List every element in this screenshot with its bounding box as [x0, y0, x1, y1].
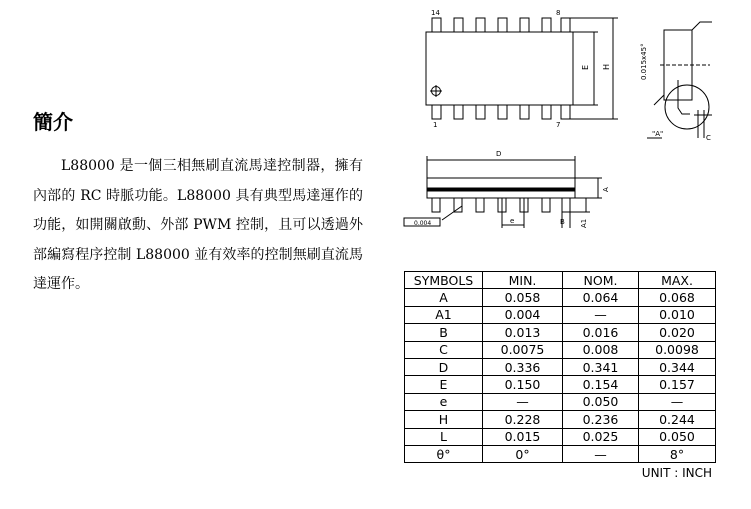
- header-symbols: SYMBOLS: [405, 272, 483, 289]
- package-side-view: [632, 10, 732, 145]
- table-row: [405, 376, 716, 393]
- dim-d-label: D: [496, 150, 502, 158]
- max-cell: 0.344: [639, 358, 716, 375]
- max-cell: —: [639, 393, 716, 410]
- table-row: [405, 324, 716, 341]
- table-row: [405, 411, 716, 428]
- nom-cell: 0.064: [563, 289, 639, 306]
- max-cell: 0.157: [639, 376, 716, 393]
- min-cell: 0.004: [483, 306, 563, 323]
- pin-14-label: 14: [431, 9, 440, 17]
- table-row: [405, 393, 716, 410]
- header-min: MIN.: [483, 272, 563, 289]
- nom-cell: 0.008: [563, 341, 639, 358]
- header-nom: NOM.: [563, 272, 639, 289]
- symbol-cell: B: [405, 324, 483, 341]
- chamfer-label: 0.015x45°: [640, 43, 648, 80]
- nom-cell: —: [563, 445, 639, 462]
- section-title: 簡介: [33, 110, 73, 134]
- nom-cell: 0.154: [563, 376, 639, 393]
- min-cell: 0.150: [483, 376, 563, 393]
- symbol-cell: E: [405, 376, 483, 393]
- table-row: [405, 358, 716, 375]
- symbol-cell: A: [405, 289, 483, 306]
- dim-c-label: C: [706, 134, 711, 142]
- min-cell: —: [483, 393, 563, 410]
- symbol-cell: D: [405, 358, 483, 375]
- max-cell: 8°: [639, 445, 716, 462]
- max-cell: 0.0098: [639, 341, 716, 358]
- dim-a1-label: A1: [580, 218, 588, 228]
- max-cell: 0.244: [639, 411, 716, 428]
- symbol-cell: L: [405, 428, 483, 445]
- nom-cell: 0.236: [563, 411, 639, 428]
- nom-cell: 0.341: [563, 358, 639, 375]
- nom-cell: 0.016: [563, 324, 639, 341]
- min-cell: 0.013: [483, 324, 563, 341]
- min-cell: 0°: [483, 445, 563, 462]
- dim-pitch-label: e: [510, 217, 515, 225]
- pin-7-label: 7: [556, 121, 561, 128]
- table-row: [405, 289, 716, 306]
- table-row: [405, 445, 716, 462]
- pin-8-label: 8: [556, 9, 561, 17]
- pin-1-label: 1: [433, 121, 438, 128]
- max-cell: 0.020: [639, 324, 716, 341]
- header-max: MAX.: [639, 272, 716, 289]
- table-header-row: [405, 272, 716, 289]
- dimension-table: [404, 271, 716, 463]
- max-cell: 0.068: [639, 289, 716, 306]
- dim-e-label: E: [581, 64, 590, 70]
- max-cell: 0.050: [639, 428, 716, 445]
- symbol-cell: H: [405, 411, 483, 428]
- max-cell: 0.010: [639, 306, 716, 323]
- min-cell: 0.336: [483, 358, 563, 375]
- package-front-view: [402, 148, 622, 233]
- nom-cell: —: [563, 306, 639, 323]
- table-row: [405, 341, 716, 358]
- detail-a-label: "A": [652, 130, 664, 138]
- package-top-view: [404, 6, 634, 128]
- min-cell: 0.058: [483, 289, 563, 306]
- dim-b-label: B: [560, 218, 565, 226]
- nom-cell: 0.025: [563, 428, 639, 445]
- unit-label: UNIT : INCH: [641, 466, 712, 480]
- min-cell: 0.0075: [483, 341, 563, 358]
- min-cell: 0.228: [483, 411, 563, 428]
- dim-h-label: H: [602, 63, 611, 70]
- symbol-cell: C: [405, 341, 483, 358]
- symbol-cell: θ°: [405, 445, 483, 462]
- symbol-cell: e: [405, 393, 483, 410]
- nom-cell: 0.050: [563, 393, 639, 410]
- symbol-cell: A1: [405, 306, 483, 323]
- dim-a-label: A: [602, 187, 610, 192]
- intro-paragraph: L88000 是一個三相無刷直流馬達控制器，擁有內部的 RC 時脈功能。L88000 具有典型馬達運作的功能，如開關啟動、外部 PWM 控制，且可以透過外部編寫程序控制 L88000 並有效率的控制無刷直流馬達運作。: [33, 158, 363, 292]
- table-row: [405, 428, 716, 445]
- min-cell: 0.015: [483, 428, 563, 445]
- coplanarity-label: 0.004: [414, 220, 432, 227]
- table-row: [405, 306, 716, 323]
